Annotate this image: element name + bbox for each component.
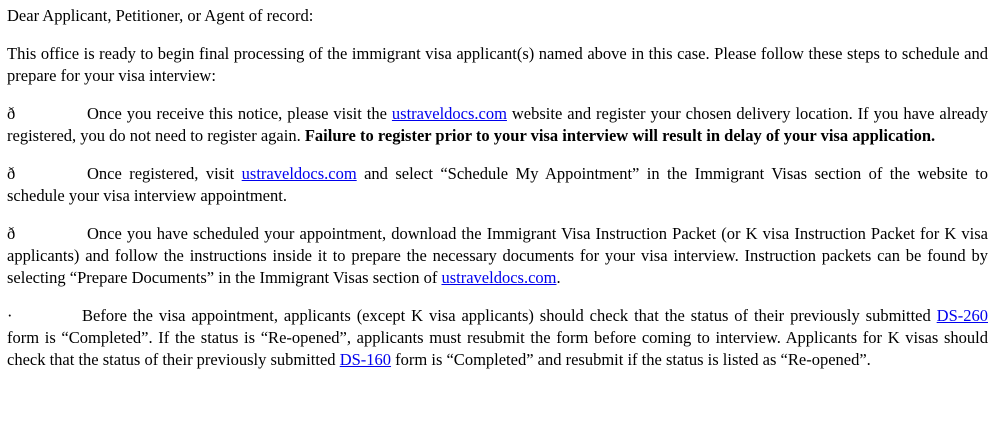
step-forms-text-2: form is “Completed”. If the status is “Re-opened”, applicants must resubmit the form before coming to interview. Applicants for K visas should check that the status of their previously submitted — [7, 328, 988, 369]
register-warning: Failure to register prior to your visa interview will result in delay of your visa application. — [304, 126, 936, 145]
intro-paragraph: This office is ready to begin final processing of the immigrant visa applicant(s) named above in this case. Please follow these steps to schedule and prepare for your visa interview: — [7, 44, 988, 85]
ustraveldocs-link[interactable]: ustraveldocs.com — [441, 268, 557, 287]
step-register-text: Once you receive this notice, please visit the — [87, 104, 392, 123]
arrow-bullet-icon: ð — [7, 104, 16, 123]
step-forms-text-3: form is “Completed” and resubmit if the status is listed as “Re-opened”. — [391, 350, 871, 369]
ds160-link[interactable]: DS-160 — [339, 350, 392, 369]
step-register — [7, 103, 988, 147]
dot-bullet-icon: · — [7, 306, 13, 325]
step-register-text-2: website and register your chosen delivery location. If you have already registered, you do not need to register again. — [7, 104, 988, 145]
step-schedule-text: Once registered, visit — [87, 164, 242, 183]
arrow-bullet-icon: ð — [7, 164, 16, 183]
step-schedule — [7, 163, 988, 207]
ustraveldocs-link[interactable]: ustraveldocs.com — [241, 164, 357, 183]
step-schedule-text-2: and select “Schedule My Appointment” in the Immigrant Visas section of the website to schedule your visa interview appointment. — [7, 164, 988, 205]
ds260-link[interactable]: DS-260 — [936, 306, 988, 325]
arrow-bullet-icon: ð — [7, 224, 16, 243]
greeting: Dear Applicant, Petitioner, or Agent of record: — [7, 6, 314, 25]
step-prepare — [7, 223, 988, 289]
step-prepare-text: Once you have scheduled your appointment, download the Immigrant Visa Instruction Packet (or K visa Instruction Packet for K visa applicants) and follow the instructions inside it to prepare the necessary documents for your visa interview. Instruction packets can be found by selecting “Prepare Documents” in the Immigrant Visas section of — [7, 224, 988, 287]
step-forms — [7, 305, 988, 371]
step-forms-text: Before the visa appointment, applicants (except K visa applicants) should check that the status of their previously submitted — [82, 306, 937, 325]
step-prepare-text-2: . — [556, 268, 561, 287]
ustraveldocs-link[interactable]: ustraveldocs.com — [391, 104, 507, 123]
